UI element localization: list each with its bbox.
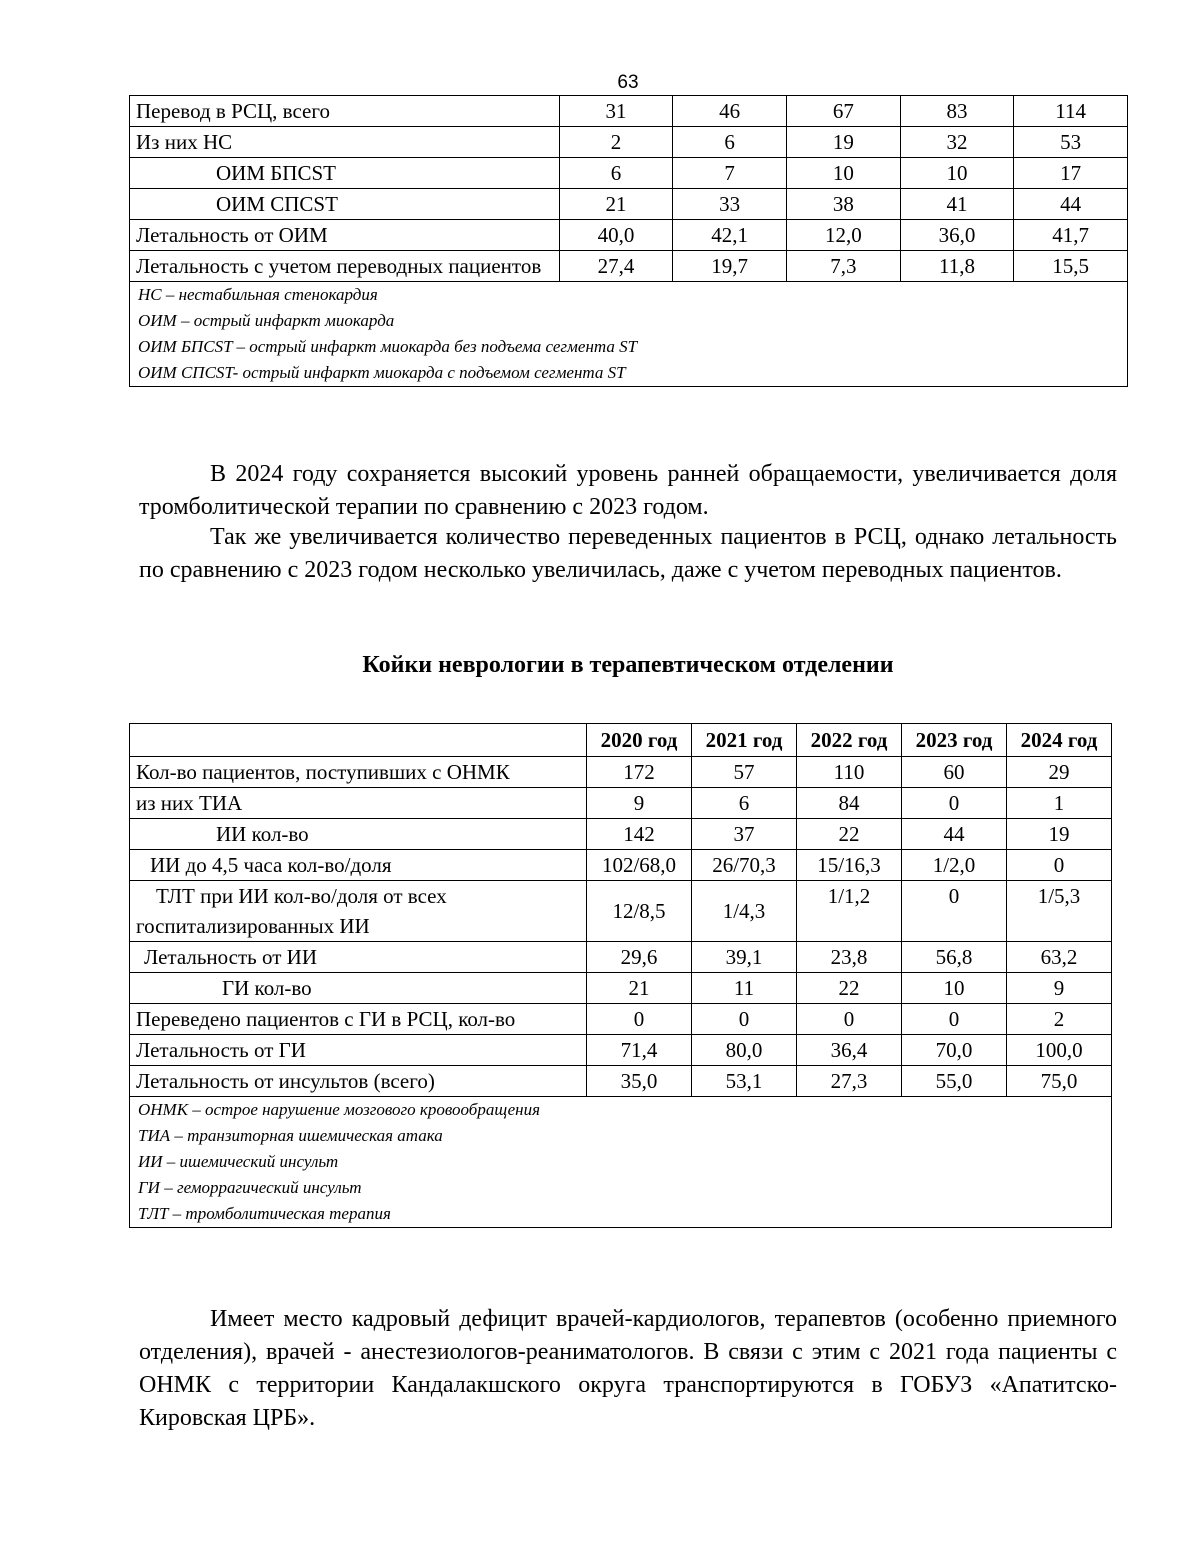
table-cell: 55,0 [902, 1066, 1007, 1097]
table-cell: 42,1 [673, 220, 787, 251]
table-cell: 9 [587, 788, 692, 819]
row-label: ИИ до 4,5 часа кол-во/доля [130, 850, 587, 881]
table-cell: 100,0 [1007, 1035, 1112, 1066]
table-cell: 17 [1014, 158, 1128, 189]
neurology-beds-table [129, 723, 1112, 1228]
table-cell: 172 [587, 757, 692, 788]
column-header: 2023 год [902, 724, 1007, 757]
paragraph: В 2024 году сохраняется высокий уровень ранней обращаемости, увеличивается доля тромболитической терапии по сравнению с 2023 годом. [139, 461, 1117, 520]
table-cell: 32 [900, 127, 1014, 158]
table-cell: 26/70,3 [692, 850, 797, 881]
table-cell: 1/2,0 [902, 850, 1007, 881]
table-cell: 33 [673, 189, 787, 220]
table-row [130, 881, 1112, 942]
table-cell: 44 [1014, 189, 1128, 220]
table-cell: 142 [587, 819, 692, 850]
table-cell: 10 [787, 158, 901, 189]
table-cell: 6 [559, 158, 673, 189]
table-cell: 36,4 [797, 1035, 902, 1066]
table-cell: 0 [587, 1004, 692, 1035]
header-row [130, 724, 1112, 757]
table-cell: 46 [673, 96, 787, 127]
paragraph: Имеет место кадровый дефицит врачей-кардиологов, терапевтов (особенно приемного отделения), врачей - анестезиологов-реаниматологов. В связи с этим с 2021 года пациенты с ОНМК с территории Кандалакшского округа транспортируются в ГОБУЗ «Апатитско-Кировская ЦРБ». [139, 1306, 1117, 1431]
table-cell: 102/68,0 [587, 850, 692, 881]
table-cell: 80,0 [692, 1035, 797, 1066]
table-cell: 75,0 [1007, 1066, 1112, 1097]
table-row [130, 819, 1112, 850]
table-cell: 44 [902, 819, 1007, 850]
notes-row [130, 1097, 1112, 1228]
table-cell: 9 [1007, 973, 1112, 1004]
table-row [130, 1035, 1112, 1066]
row-label: ОИМ СПСST [130, 189, 560, 220]
table-cell: 10 [900, 158, 1014, 189]
table-cell: 83 [900, 96, 1014, 127]
table-cell: 0 [902, 881, 1007, 942]
table-cell: 56,8 [902, 942, 1007, 973]
table-cell: 12/8,5 [587, 881, 692, 942]
table-cell: 19 [1007, 819, 1112, 850]
table-cell: 0 [902, 788, 1007, 819]
note-line: ОИМ СПСST- острый инфаркт миокарда с подъемом сегмента ST [138, 363, 626, 382]
note-line: ОНМК – острое нарушение мозгового кровообращения [138, 1100, 540, 1119]
table-row [130, 189, 1128, 220]
table-cell: 23,8 [797, 942, 902, 973]
row-label: ТЛТ при ИИ кол-во/доля от всех госпитализированных ИИ [130, 881, 587, 942]
row-label: Летальность от ГИ [130, 1035, 587, 1066]
column-header [130, 724, 587, 757]
column-header: 2024 год [1007, 724, 1112, 757]
table-cell: 22 [797, 973, 902, 1004]
table-cell: 6 [673, 127, 787, 158]
table-cell: 0 [1007, 850, 1112, 881]
table-row [130, 158, 1128, 189]
table-row [130, 850, 1112, 881]
table-cell: 114 [1014, 96, 1128, 127]
note-line: ОИМ БПСST – острый инфаркт миокарда без подъема сегмента ST [138, 337, 638, 356]
table-row [130, 942, 1112, 973]
table-cell: 10 [902, 973, 1007, 1004]
table-cell: 2 [1007, 1004, 1112, 1035]
row-label: Переведено пациентов с ГИ в РСЦ, кол-во [130, 1004, 587, 1035]
table-notes [130, 1097, 1112, 1228]
table-row [130, 973, 1112, 1004]
table-row [130, 1066, 1112, 1097]
row-label: из них ТИА [130, 788, 587, 819]
table-cell: 0 [902, 1004, 1007, 1035]
table-cell: 15/16,3 [797, 850, 902, 881]
table-cell: 0 [797, 1004, 902, 1035]
note-line: ОИМ – острый инфаркт миокарда [138, 311, 395, 330]
table-row [130, 788, 1112, 819]
row-label: Летальность от ИИ [130, 942, 587, 973]
table-cell: 41 [900, 189, 1014, 220]
table-cell: 60 [902, 757, 1007, 788]
note-line: ИИ – ишемический инсульт [138, 1152, 339, 1171]
table-cell: 15,5 [1014, 251, 1128, 282]
table-cell: 1/4,3 [692, 881, 797, 942]
note-line: НС – нестабильная стенокардия [138, 285, 378, 304]
note-line: ТЛТ – тромболитическая терапия [138, 1204, 391, 1223]
table-cell: 71,4 [587, 1035, 692, 1066]
table-row [130, 757, 1112, 788]
column-header: 2021 год [692, 724, 797, 757]
section-heading: Койки неврологии в терапевтическом отделении [362, 652, 894, 678]
table-cell: 70,0 [902, 1035, 1007, 1066]
table-cell: 27,4 [559, 251, 673, 282]
table-cell: 57 [692, 757, 797, 788]
table-cell: 1/1,2 [797, 881, 902, 942]
table-cell: 0 [692, 1004, 797, 1035]
table-cell: 21 [587, 973, 692, 1004]
table-cell: 36,0 [900, 220, 1014, 251]
row-label: ГИ кол-во [130, 973, 587, 1004]
table-notes [130, 282, 1128, 387]
row-label: Летальность от ОИМ [130, 220, 560, 251]
table-cell: 29,6 [587, 942, 692, 973]
table-cell: 7,3 [787, 251, 901, 282]
table-row [130, 1004, 1112, 1035]
row-label: Перевод в РСЦ, всего [130, 96, 560, 127]
row-label: Из них НС [130, 127, 560, 158]
row-label: Летальность с учетом переводных пациентов [130, 251, 560, 282]
notes-row [130, 282, 1128, 387]
table-cell: 110 [797, 757, 902, 788]
table-cell: 35,0 [587, 1066, 692, 1097]
table-cell: 27,3 [797, 1066, 902, 1097]
table-cell: 19,7 [673, 251, 787, 282]
table-cell: 19 [787, 127, 901, 158]
table-cell: 11,8 [900, 251, 1014, 282]
table-cell: 53,1 [692, 1066, 797, 1097]
table-cell: 84 [797, 788, 902, 819]
table-cell: 38 [787, 189, 901, 220]
table-row [130, 127, 1128, 158]
row-label: Кол-во пациентов, поступивших с ОНМК [130, 757, 587, 788]
table-cell: 41,7 [1014, 220, 1128, 251]
row-label: Летальность от инсультов (всего) [130, 1066, 587, 1097]
table-cell: 31 [559, 96, 673, 127]
paragraph: Так же увеличивается количество переведенных пациентов в РСЦ, однако летальность по сравнению с 2023 годом несколько увеличилась, даже с учетом переводных пациентов. [139, 524, 1117, 583]
note-line: ГИ – геморрагический инсульт [138, 1178, 362, 1197]
row-label: ОИМ БПСST [130, 158, 560, 189]
table-cell: 7 [673, 158, 787, 189]
page-number: 63 [617, 72, 639, 93]
table-cell: 63,2 [1007, 942, 1112, 973]
table-cell: 2 [559, 127, 673, 158]
table-cell: 37 [692, 819, 797, 850]
table-cell: 29 [1007, 757, 1112, 788]
note-line: ТИА – транзиторная ишемическая атака [138, 1126, 443, 1145]
column-header: 2022 год [797, 724, 902, 757]
table-cell: 21 [559, 189, 673, 220]
table-row [130, 220, 1128, 251]
table-cell: 1 [1007, 788, 1112, 819]
row-label: ИИ кол-во [130, 819, 587, 850]
table-cell: 12,0 [787, 220, 901, 251]
myocardial-infarction-table [129, 95, 1128, 387]
table-cell: 53 [1014, 127, 1128, 158]
column-header: 2020 год [587, 724, 692, 757]
table-cell: 1/5,3 [1007, 881, 1112, 942]
table-cell: 11 [692, 973, 797, 1004]
table-cell: 6 [692, 788, 797, 819]
table-row [130, 251, 1128, 282]
table-cell: 67 [787, 96, 901, 127]
table-row [130, 96, 1128, 127]
table-cell: 22 [797, 819, 902, 850]
table-cell: 40,0 [559, 220, 673, 251]
table-cell: 39,1 [692, 942, 797, 973]
